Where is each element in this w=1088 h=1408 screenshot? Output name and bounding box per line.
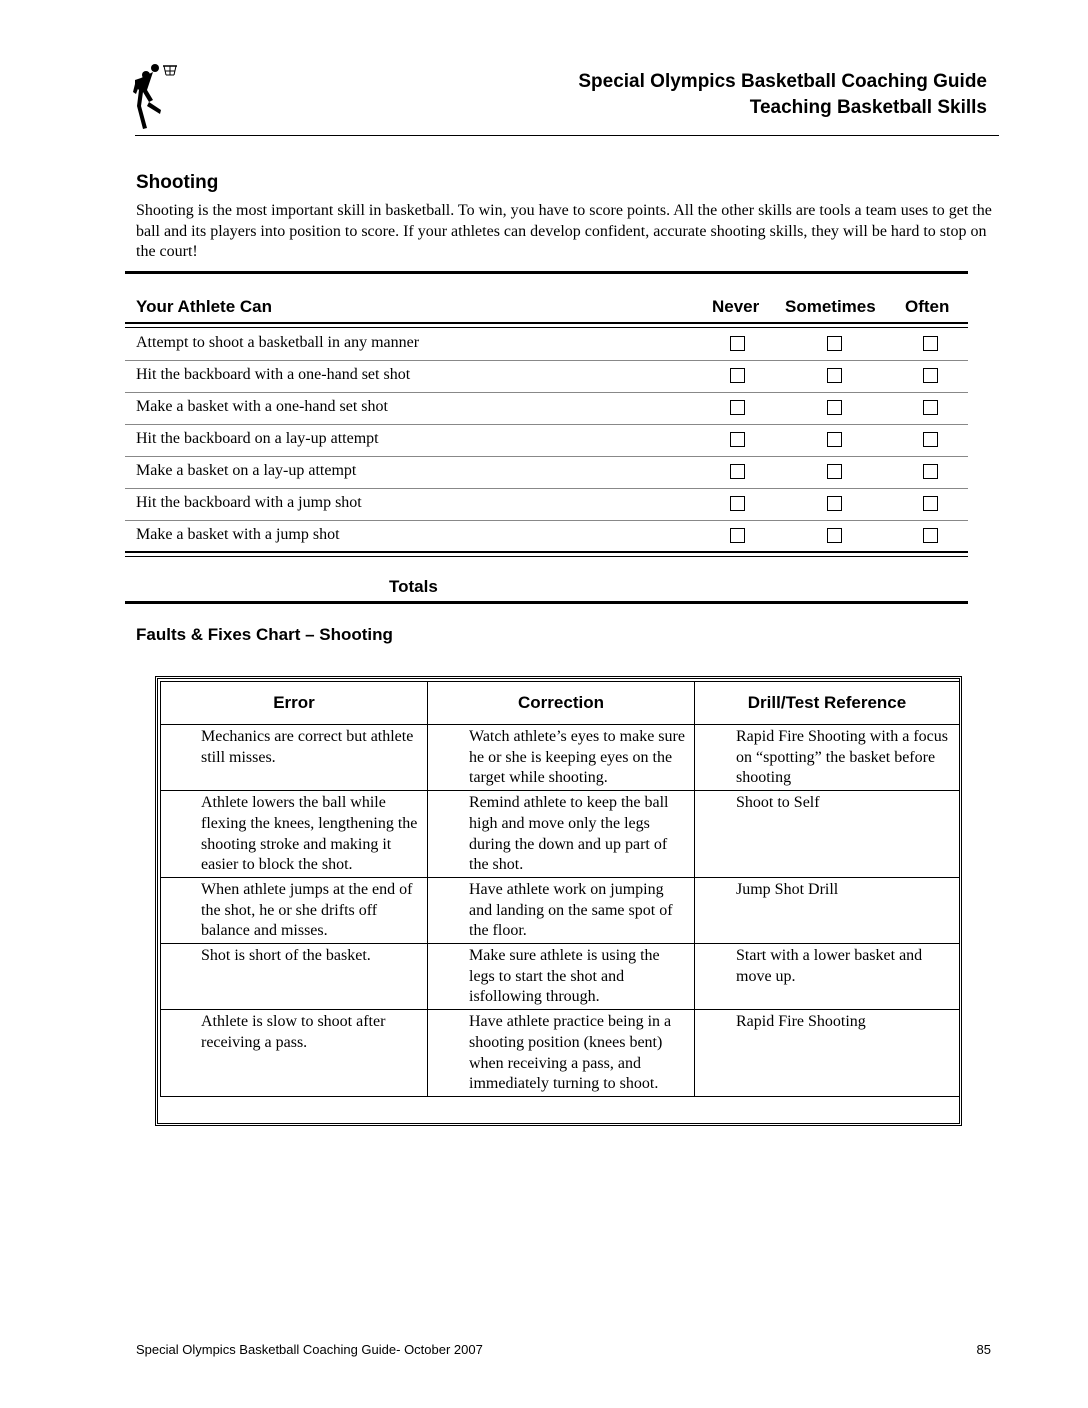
col-header-correction: Correction <box>428 682 695 725</box>
col-header-never: Never <box>712 297 760 316</box>
checkbox-sometimes[interactable] <box>827 368 842 383</box>
header-divider <box>135 135 999 136</box>
intro-paragraph: Shooting is the most important skill in basketball. To win, you have to score points. All the other skills are tools a team uses to get the ball and its players into position to score. If your athletes can develop confident, accurate shooting skills, they will be hard to stop on the court! <box>136 202 992 261</box>
checkbox-never[interactable] <box>730 400 745 415</box>
skill-row <box>125 520 968 552</box>
checkbox-sometimes[interactable] <box>827 400 842 415</box>
correction-cell: Watch athlete’s eyes to make sure he or she is keeping eyes on the target while shooting. <box>428 725 695 791</box>
section-title: Shooting <box>136 172 219 193</box>
error-cell: Shot is short of the basket. <box>161 944 428 1010</box>
drill-cell: Shoot to Self <box>695 791 960 878</box>
table-row <box>161 725 960 791</box>
col-header-skill: Your Athlete Can <box>136 297 273 316</box>
error-cell: Mechanics are correct but athlete still misses. <box>161 725 428 791</box>
footer-text: Special Olympics Basketball Coaching Guide- October 2007 <box>136 1342 483 1357</box>
error-cell: When athlete jumps at the end of the shot, he or she drifts off balance and misses. <box>161 877 428 943</box>
col-header-sometimes: Sometimes <box>785 297 876 316</box>
skill-label: Hit the backboard on a lay-up attempt <box>136 430 379 447</box>
checkbox-never[interactable] <box>730 432 745 447</box>
special-olympics-basketball-player-icon <box>133 62 179 130</box>
col-header-often: Often <box>905 297 950 316</box>
faults-fixes-table-frame <box>155 676 962 1126</box>
skill-row <box>125 488 968 520</box>
skill-row <box>125 424 968 456</box>
checklist-bottom-rule <box>125 551 968 557</box>
checkbox-sometimes[interactable] <box>827 496 842 511</box>
totals-rule <box>125 601 968 604</box>
checkbox-often[interactable] <box>923 528 938 543</box>
header-subtitle: Teaching Basketball Skills <box>749 97 987 118</box>
skill-label: Hit the backboard with a jump shot <box>136 494 362 511</box>
error-cell: Athlete lowers the ball while flexing the knees, lengthening the shooting stroke and making it easier to block the shot. <box>161 791 428 878</box>
checkbox-never[interactable] <box>730 528 745 543</box>
drill-cell: Start with a lower basket and move up. <box>695 944 960 1010</box>
faults-fixes-title: Faults & Fixes Chart – Shooting <box>136 625 393 644</box>
drill-cell: Jump Shot Drill <box>695 877 960 943</box>
col-header-error: Error <box>161 682 428 725</box>
skill-label: Attempt to shoot a basketball in any manner <box>136 334 420 351</box>
page-number: 85 <box>976 1342 991 1357</box>
skill-label: Make a basket with a one-hand set shot <box>136 398 388 415</box>
checkbox-often[interactable] <box>923 368 938 383</box>
header-title: Special Olympics Basketball Coaching Guide <box>578 71 987 92</box>
checkbox-often[interactable] <box>923 464 938 479</box>
checklist-top-rule <box>125 271 968 274</box>
table-row <box>161 791 960 878</box>
faults-fixes-table <box>160 681 960 1097</box>
correction-cell: Make sure athlete is using the legs to start the shot and isfollowing through. <box>428 944 695 1010</box>
checkbox-often[interactable] <box>923 496 938 511</box>
totals-label: Totals <box>389 577 438 596</box>
skill-row <box>125 456 968 488</box>
checkbox-often[interactable] <box>923 336 938 351</box>
skill-row <box>125 360 968 392</box>
skill-label: Make a basket on a lay-up attempt <box>136 462 357 479</box>
skill-label: Hit the backboard with a one-hand set shot <box>136 366 411 383</box>
table-row <box>161 1010 960 1097</box>
checkbox-sometimes[interactable] <box>827 528 842 543</box>
correction-cell: Have athlete work on jumping and landing on the same spot of the floor. <box>428 877 695 943</box>
correction-cell: Remind athlete to keep the ball high and move only the legs during the down and up part of the shot. <box>428 791 695 878</box>
table-header-row <box>161 682 960 725</box>
correction-cell: Have athlete practice being in a shooting position (knees bent) when receiving a pass, and immediately turning to shoot. <box>428 1010 695 1097</box>
checkbox-sometimes[interactable] <box>827 464 842 479</box>
drill-cell: Rapid Fire Shooting <box>695 1010 960 1097</box>
table-row <box>161 877 960 943</box>
checkbox-sometimes[interactable] <box>827 336 842 351</box>
error-cell: Athlete is slow to shoot after receiving a pass. <box>161 1010 428 1097</box>
checkbox-never[interactable] <box>730 496 745 511</box>
col-header-drill: Drill/Test Reference <box>695 682 960 725</box>
checkbox-never[interactable] <box>730 336 745 351</box>
skill-row <box>125 392 968 424</box>
checkbox-never[interactable] <box>730 464 745 479</box>
checkbox-often[interactable] <box>923 400 938 415</box>
checkbox-sometimes[interactable] <box>827 432 842 447</box>
table-row <box>161 944 960 1010</box>
checkbox-often[interactable] <box>923 432 938 447</box>
checkbox-never[interactable] <box>730 368 745 383</box>
skill-row <box>125 328 968 360</box>
drill-cell: Rapid Fire Shooting with a focus on “spotting” the basket before shooting <box>695 725 960 791</box>
skill-label: Make a basket with a jump shot <box>136 526 340 543</box>
